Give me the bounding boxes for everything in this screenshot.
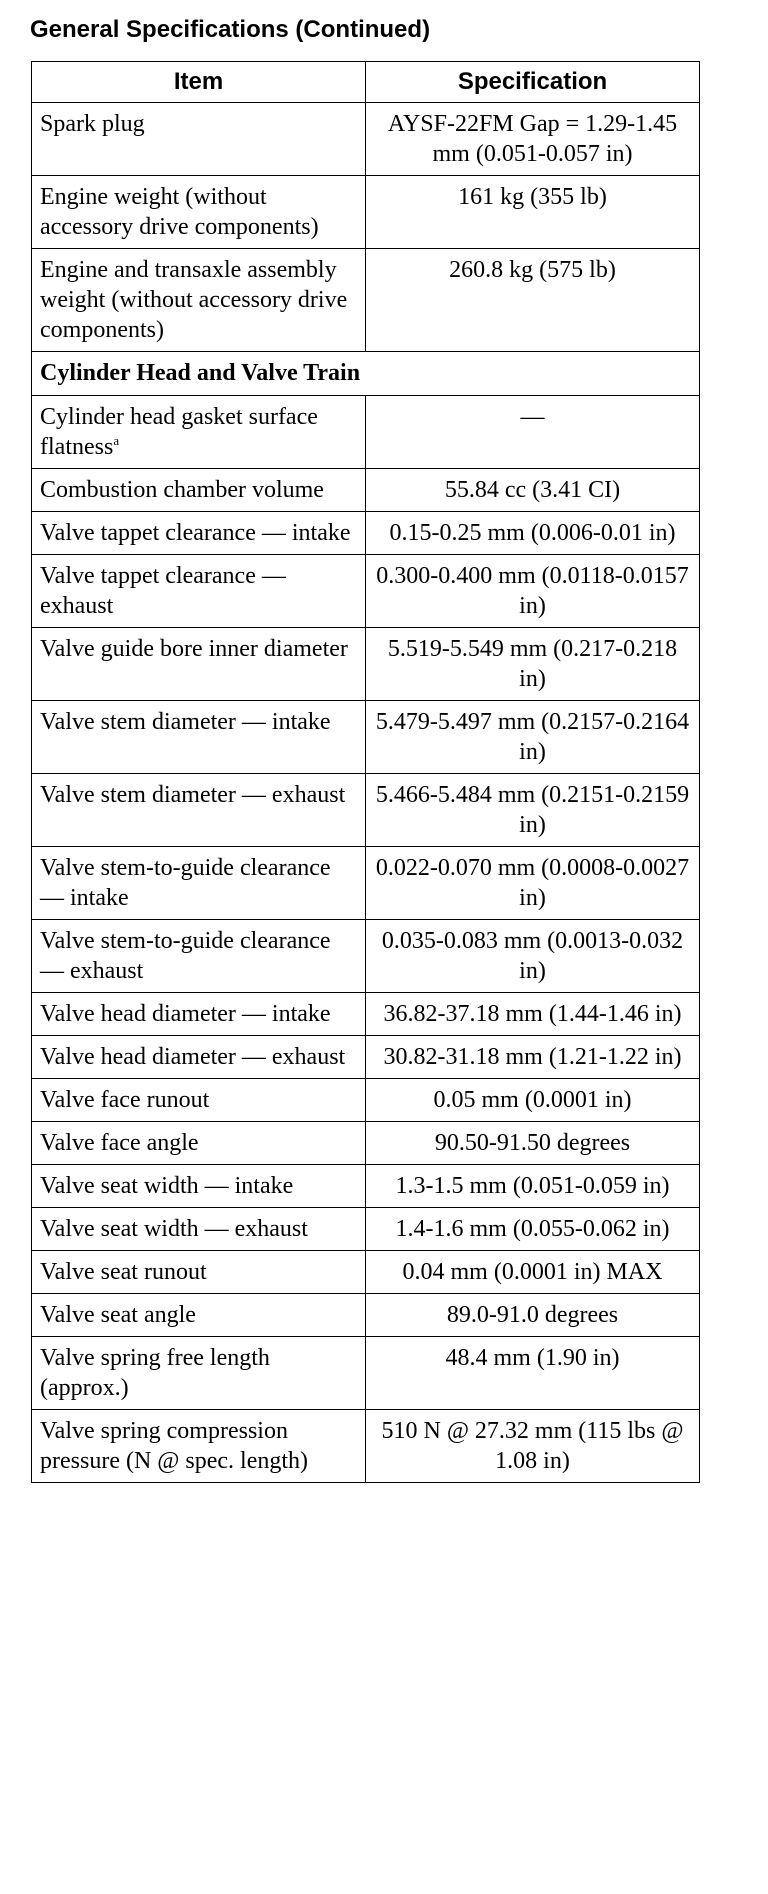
spec-cell: 0.035-0.083 mm (0.0013-0.032 in)	[366, 920, 700, 993]
item-cell: Valve guide bore inner diameter	[32, 628, 366, 701]
item-cell: Engine weight (without accessory drive components)	[32, 176, 366, 249]
spec-cell: 0.04 mm (0.0001 in) MAX	[366, 1251, 700, 1294]
footnote-marker: a	[113, 433, 120, 448]
table-row	[32, 847, 700, 920]
table-row	[32, 396, 700, 469]
item-cell: Valve head diameter — exhaust	[32, 1036, 366, 1079]
table-row	[32, 555, 700, 628]
table-row	[32, 103, 700, 176]
spec-cell: 5.519-5.549 mm (0.217-0.218 in)	[366, 628, 700, 701]
table-row	[32, 176, 700, 249]
item-cell: Valve spring compression pressure (N @ spec. length)	[32, 1410, 366, 1483]
item-cell: Valve seat runout	[32, 1251, 366, 1294]
table-row	[32, 1410, 700, 1483]
item-cell: Valve stem diameter — intake	[32, 701, 366, 774]
item-cell: Valve face runout	[32, 1079, 366, 1122]
spec-cell: AYSF-22FM Gap = 1.29-1.45 mm (0.051-0.057 in)	[366, 103, 700, 176]
table-row	[32, 1079, 700, 1122]
spec-cell: 161 kg (355 lb)	[366, 176, 700, 249]
section-header-row	[32, 352, 700, 396]
table-header-row	[32, 62, 700, 103]
spec-cell: 30.82-31.18 mm (1.21-1.22 in)	[366, 1036, 700, 1079]
section-header-cylinder-head: Cylinder Head and Valve Train	[32, 352, 700, 396]
item-cell: Valve head diameter — intake	[32, 993, 366, 1036]
table-row	[32, 512, 700, 555]
item-cell: Valve face angle	[32, 1122, 366, 1165]
item-cell: Valve seat width — intake	[32, 1165, 366, 1208]
spec-cell: —	[366, 396, 700, 469]
item-cell: Valve tappet clearance — exhaust	[32, 555, 366, 628]
item-cell: Valve spring free length (approx.)	[32, 1337, 366, 1410]
specifications-table	[31, 61, 700, 1483]
table-row	[32, 993, 700, 1036]
spec-cell: 510 N @ 27.32 mm (115 lbs @ 1.08 in)	[366, 1410, 700, 1483]
spec-cell: 0.15-0.25 mm (0.006-0.01 in)	[366, 512, 700, 555]
item-cell: Valve tappet clearance — intake	[32, 512, 366, 555]
table-row	[32, 920, 700, 993]
item-cell: Combustion chamber volume	[32, 469, 366, 512]
item-cell: Engine and transaxle assembly weight (without accessory drive components)	[32, 249, 366, 352]
item-cell: Valve stem-to-guide clearance — intake	[32, 847, 366, 920]
table-row	[32, 1337, 700, 1410]
table-row	[32, 774, 700, 847]
spec-cell: 55.84 cc (3.41 CI)	[366, 469, 700, 512]
item-cell: Valve seat angle	[32, 1294, 366, 1337]
spec-cell: 1.4-1.6 mm (0.055-0.062 in)	[366, 1208, 700, 1251]
table-row	[32, 1122, 700, 1165]
item-cell: Spark plug	[32, 103, 366, 176]
spec-cell: 89.0-91.0 degrees	[366, 1294, 700, 1337]
table-row	[32, 1251, 700, 1294]
page-title: General Specifications (Continued)	[30, 16, 431, 43]
spec-cell: 0.05 mm (0.0001 in)	[366, 1079, 700, 1122]
spec-cell: 0.300-0.400 mm (0.0118-0.0157 in)	[366, 555, 700, 628]
spec-cell: 5.479-5.497 mm (0.2157-0.2164 in)	[366, 701, 700, 774]
table-row	[32, 249, 700, 352]
table-row	[32, 1208, 700, 1251]
item-cell: Valve seat width — exhaust	[32, 1208, 366, 1251]
spec-cell: 260.8 kg (575 lb)	[366, 249, 700, 352]
column-header-specification: Specification	[366, 62, 700, 103]
item-text: Cylinder head gasket surface flatness	[40, 404, 318, 460]
table-row	[32, 628, 700, 701]
item-cell: Valve stem diameter — exhaust	[32, 774, 366, 847]
spec-cell: 36.82-37.18 mm (1.44-1.46 in)	[366, 993, 700, 1036]
table-row	[32, 701, 700, 774]
spec-cell: 5.466-5.484 mm (0.2151-0.2159 in)	[366, 774, 700, 847]
table-row	[32, 469, 700, 512]
item-cell: Valve stem-to-guide clearance — exhaust	[32, 920, 366, 993]
item-cell	[32, 396, 366, 469]
column-header-item: Item	[32, 62, 366, 103]
spec-cell: 48.4 mm (1.90 in)	[366, 1337, 700, 1410]
spec-cell: 0.022-0.070 mm (0.0008-0.0027 in)	[366, 847, 700, 920]
spec-cell: 90.50-91.50 degrees	[366, 1122, 700, 1165]
table-row	[32, 1165, 700, 1208]
table-row	[32, 1294, 700, 1337]
table-row	[32, 1036, 700, 1079]
spec-cell: 1.3-1.5 mm (0.051-0.059 in)	[366, 1165, 700, 1208]
